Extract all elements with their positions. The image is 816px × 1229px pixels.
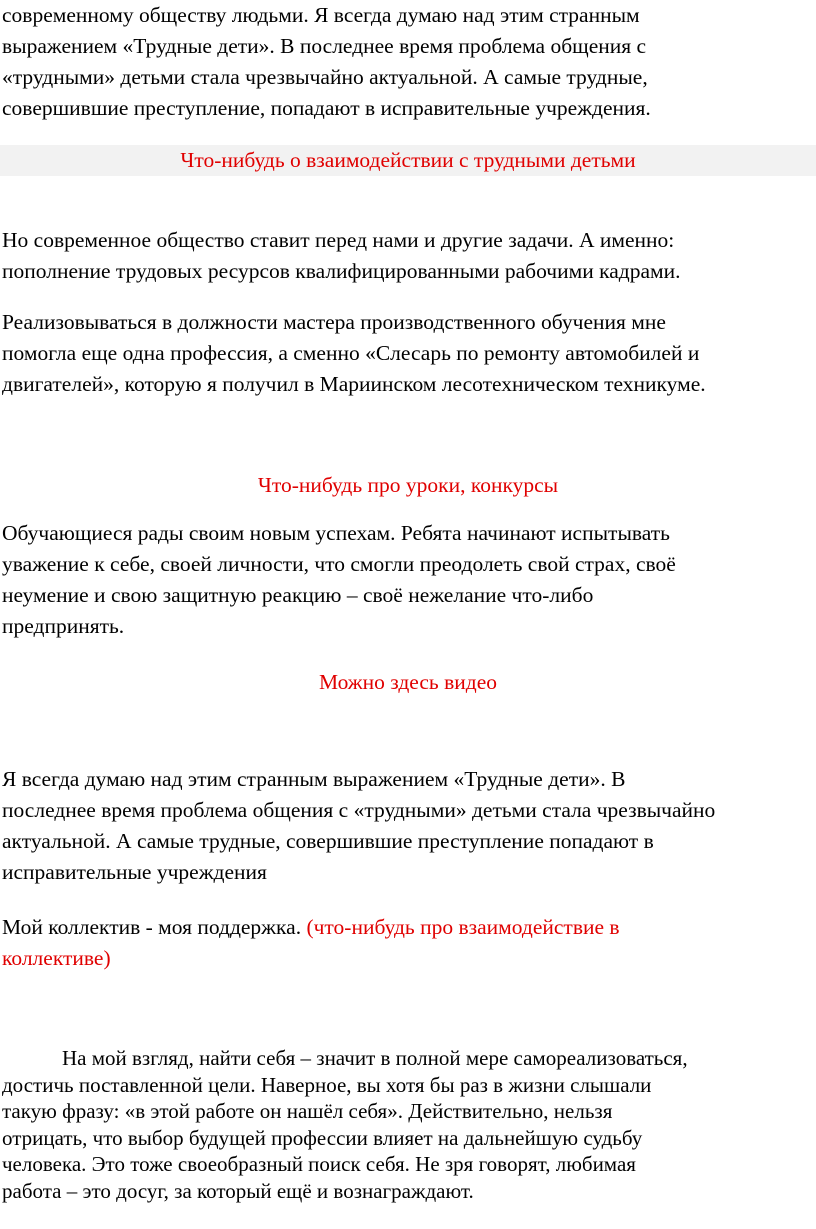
text-line: На мой взгляд, найти себя – значит в полной мере самореализоваться, <box>62 1046 688 1070</box>
paragraph-finding-yourself <box>2 1045 814 1204</box>
text-line: уважение к себе, своей личности, что смогли преодолеть свой страх, своё <box>2 552 676 576</box>
text-line <box>2 912 814 943</box>
text-line: двигателей», которую я получил в Мариинском лесотехническом техникуме. <box>2 372 706 396</box>
text-line: Реализовываться в должности мастера производственного обучения мне <box>2 310 666 334</box>
paragraph-society-tasks <box>2 225 814 287</box>
text-line: исправительные учреждения <box>2 860 267 884</box>
paragraph-intro <box>2 0 814 124</box>
text-line: помогла еще одна профессия, а сменно «Слесарь по ремонту автомобилей и <box>2 341 700 365</box>
paragraph-students-success <box>2 518 814 642</box>
text-line: актуальной. А самые трудные, совершившие преступление попадают в <box>2 829 654 853</box>
text-line: предпринять. <box>2 614 125 638</box>
text-line: Обучающиеся рады своим новым успехам. Ребята начинают испытывать <box>2 521 670 545</box>
team-support-text: Мой коллектив - моя поддержка. <box>2 915 307 939</box>
heading-interaction-difficult-children: Что-нибудь о взаимодействии с трудными детьми <box>0 145 816 176</box>
text-line: такую фразу: «в этой работе он нашёл себя». Действительно, нельзя <box>2 1099 613 1123</box>
team-support-note-continued: коллективе) <box>2 946 111 970</box>
text-line: работа – это досуг, за который ещё и вознаграждают. <box>2 1178 474 1203</box>
text-line: достичь поставленной цели. Наверное, вы хотя бы раз в жизни слышали <box>2 1072 652 1097</box>
text-line: выражением «Трудные дети». В последнее время проблема общения с <box>2 34 647 58</box>
heading-lessons-contests: Что-нибудь про уроки, конкурсы <box>257 473 559 497</box>
text-line: отрицать, что выбор будущей профессии влияет на дальнейшую судьбу <box>2 1125 643 1150</box>
text-line: Я всегда думаю над этим странным выражением «Трудные дети». В <box>2 767 626 791</box>
paragraph-difficult-children <box>2 764 814 888</box>
team-support-note: (что-нибудь про взаимодействие в <box>306 915 620 939</box>
heading-video-placeholder: Можно здесь видео <box>318 670 497 694</box>
text-line: последнее время проблема общения с «трудными» детьми стала чрезвычайно <box>2 798 716 822</box>
text-line: Но современное общество ставит перед нами и другие задачи. А именно: <box>2 228 675 252</box>
paragraph-profession <box>2 307 814 400</box>
text-line: совершившие преступление, попадают в исправительные учреждения. <box>2 96 651 120</box>
text-line: пополнение трудовых ресурсов квалифицированными рабочими кадрами. <box>2 259 681 283</box>
text-line: «трудными» детьми стала чрезвычайно актуальной. А самые трудные, <box>2 65 648 89</box>
paragraph-team-support <box>2 912 814 974</box>
text-line: человека. Это тоже своеобразный поиск себя. Не зря говорят, любимая <box>2 1152 636 1176</box>
text-line: современному обществу людьми. Я всегда думаю над этим странным <box>2 3 640 27</box>
text-line: неумение и свою защитную реакцию – своё нежелание что-либо <box>2 583 594 607</box>
